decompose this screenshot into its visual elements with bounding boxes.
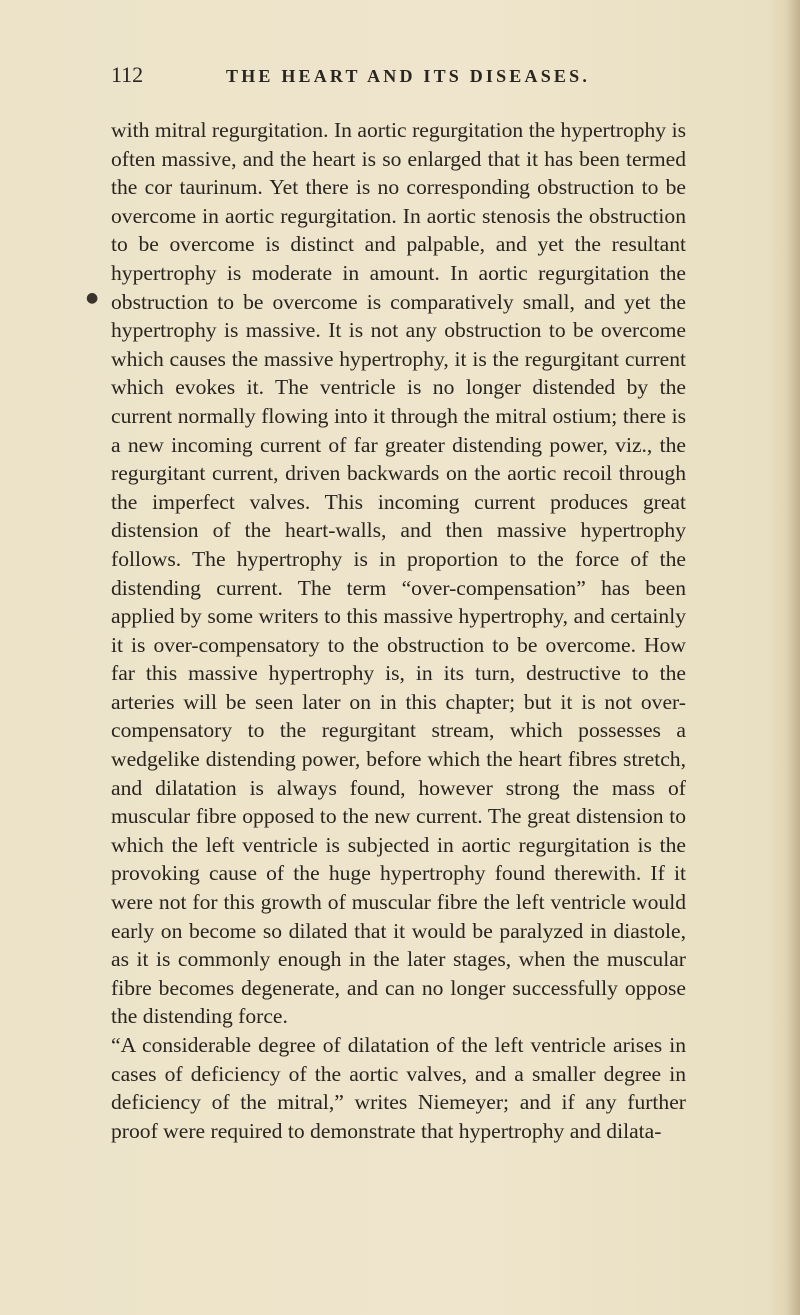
page-edge [786,0,800,1315]
margin-mark: ● [86,290,99,306]
body-text [111,116,686,1145]
paragraph-1: with mitral regurgitation. In aortic regurgitation the hypertrophy is often massive, and the heart is so enlarged that it has been termed the cor taurinum. Yet there is no corresponding obstruction to be overcome in aortic regurgitation. In aortic stenosis the obstruction to be overcome is distinct and palpable, and yet the resultant hypertrophy is moderate in amount. In aortic regurgitation the obstruction to be overcome is comparatively small, and yet the hypertrophy is massive. It is not any obstruction to be overcome which causes the massive hypertrophy, it is the regurgitant current which evokes it. The ventricle is no longer distended by the current normally flowing into it through the mitral ostium; there is a new incoming current of far greater distending power, viz., the regurgitant current, driven backwards on the aortic recoil through the imperfect valves. This incoming current produces great distension of the heart-walls, and then massive hypertrophy follows. The hypertrophy is in proportion to the force of the distending current. The term “over-compensation” has been applied by some writers to this massive hypertrophy, and certainly it is over-compensatory to the obstruction to be overcome. How far this massive hypertrophy is, in its turn, destructive to the arteries will be seen later on in this chapter; but it is not over-compensatory to the regurgitant stream, which possesses a wedgelike distending power, before which the heart fibres stretch, and dilatation is always found, however strong the mass of muscular fibre opposed to the new current. The great distension to which the left ventricle is subjected in aortic regurgitation is the provoking cause of the huge hypertrophy found therewith. If it were not for this growth of muscular fibre the left ventricle would early on become so dilated that it would be paralyzed in diastole, as it is commonly enough in the later stages, when the muscular fibre becomes degenerate, and can no longer successfully oppose the distending force. [111,118,686,1029]
running-head: THE HEART AND ITS DISEASES. [226,66,591,86]
page-number: 112 [111,62,144,87]
page-header [111,62,671,88]
paragraph-2: “A considerable degree of dilatation of the left ventricle arises in cases of deficiency of the aortic valves, and a smaller degree in deficiency of the mitral,” writes Niemeyer; and if any further proof were required to demonstrate that hypertrophy and dilata- [111,1033,686,1143]
